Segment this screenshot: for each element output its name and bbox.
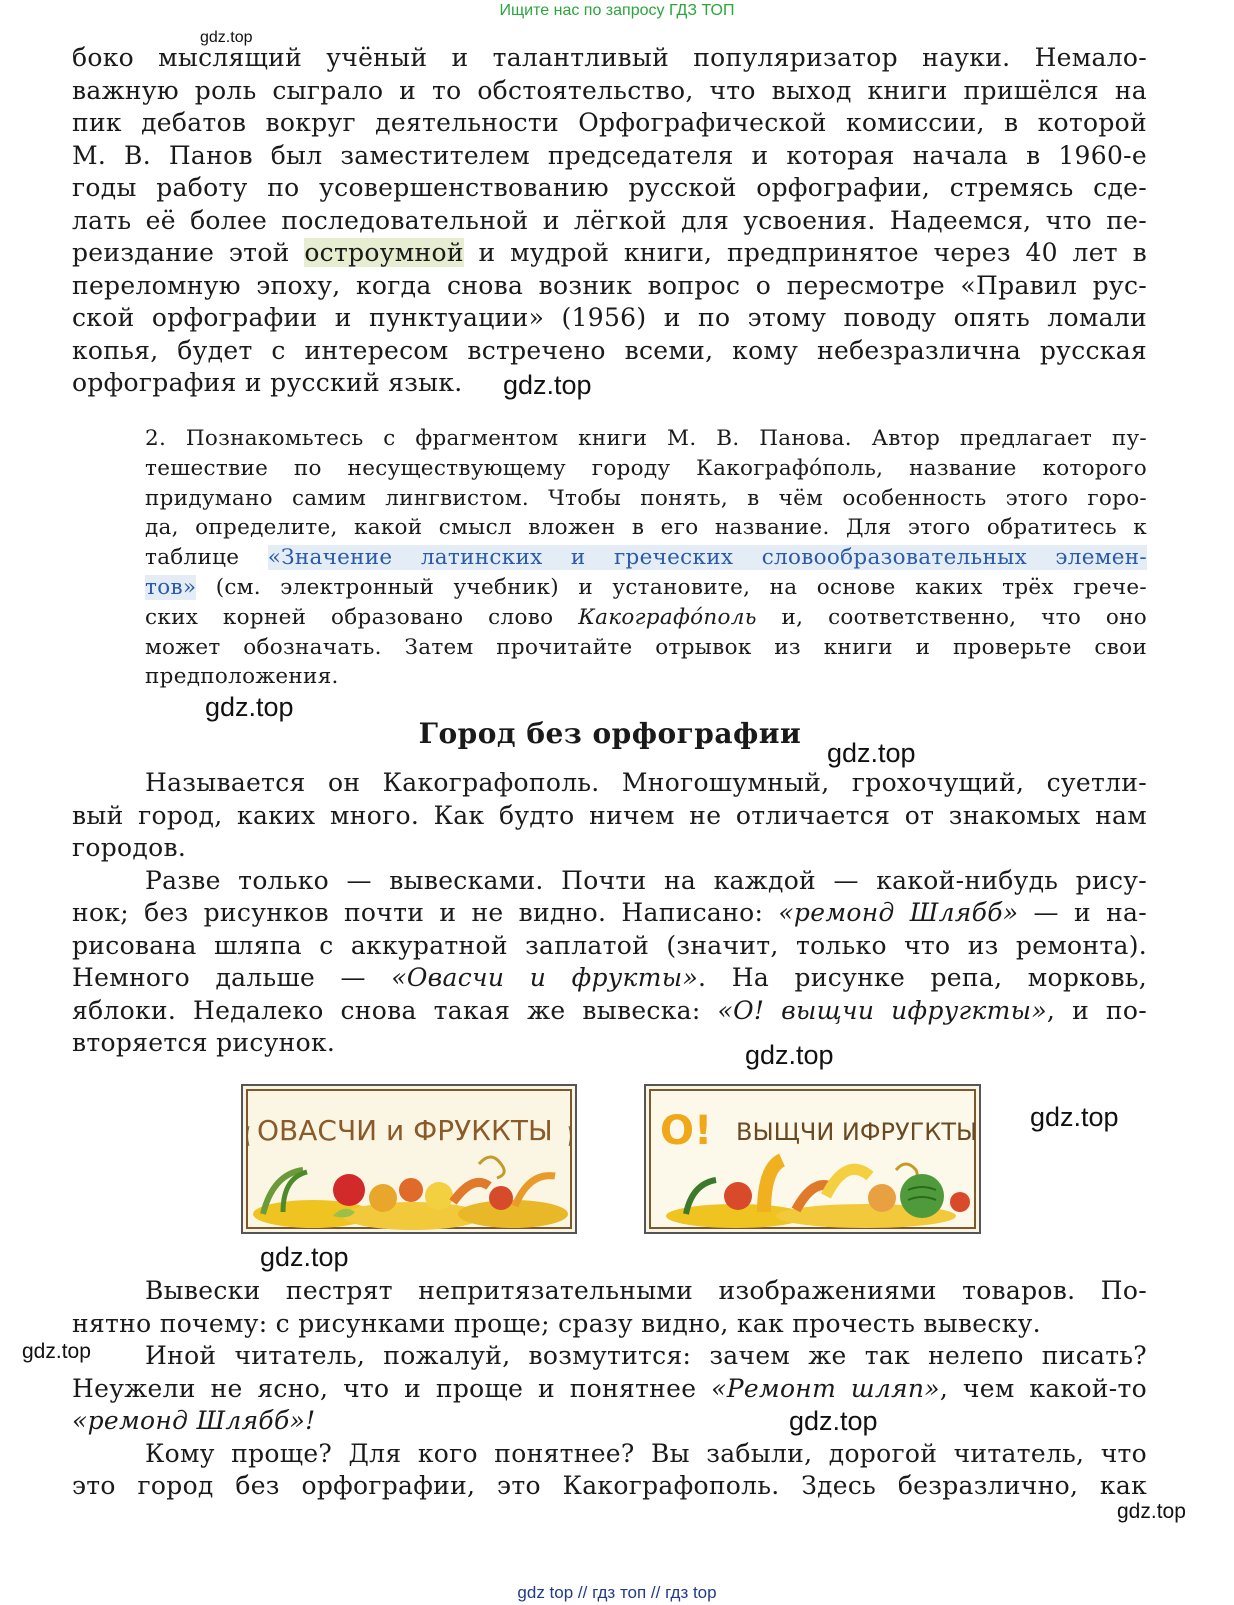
text-line: [72, 962, 1147, 995]
text-line: это город без орфографии, это Какографополь. Здесь безразлично, как: [72, 1471, 1147, 1500]
text-fragment: и, соответственно, что оно: [756, 604, 1148, 630]
text-line: [72, 237, 1147, 270]
sign-vegetables-fruits-variant: [644, 1084, 981, 1234]
text-fragment: . На рисунке репа, морковь,: [698, 963, 1147, 992]
sign-vegetables-fruits: [241, 1084, 577, 1234]
italic-word: Какографóполь: [578, 604, 757, 630]
table-link-continuation[interactable]: тов»: [145, 574, 197, 600]
text-fragment: , и по-: [1046, 995, 1147, 1025]
watermark: gdz.top: [22, 1340, 91, 1363]
text-line: Вывески пестрят непритязательными изображениями товаров. По-: [145, 1276, 1147, 1305]
text-line: лать её более последовательной и лёгкой для усвоения. Надеемся, что пе-: [72, 205, 1147, 235]
text-fragment: Немного дальше —: [72, 963, 392, 992]
text-line: вторяется рисунок.: [72, 1028, 336, 1057]
text-fragment: Неужели не ясно, что и проще и понятнее: [72, 1373, 712, 1403]
text-fragment: яблоки. Недалеко снова такая же вывеска:: [72, 995, 718, 1025]
watermark: gdz.top: [827, 738, 916, 768]
watermark: gdz.top: [1117, 1500, 1186, 1523]
italic-quote: «О! выщчи ифругкты»: [717, 995, 1047, 1025]
task-line: [145, 543, 1147, 573]
text-fragment: , чем какой-то: [939, 1373, 1147, 1403]
text-line: копья, будет с интересом встречено всеми, кому небезразлична русская: [72, 335, 1147, 365]
sign-illustration: [243, 1086, 575, 1232]
watermark: gdz.top: [260, 1242, 349, 1272]
italic-quote: «Ремонт шляп»: [711, 1373, 940, 1403]
task-line: [145, 573, 1147, 603]
text-fragment: нок; без рисунков почти и не видно. Написано:: [72, 898, 779, 927]
sign-illustration: [646, 1086, 979, 1232]
italic-quote: «ремонд Шлябб»!: [72, 1406, 316, 1435]
text-line: М. В. Панов был заместителем председателя и которая начала в 1960-е: [72, 140, 1147, 170]
text-fragment: — и на-: [1018, 898, 1147, 927]
highlighted-word[interactable]: остроумной: [304, 238, 464, 267]
text-line: [72, 995, 1147, 1028]
task-2: [145, 424, 1147, 692]
text-line: боко мыслящий учёный и талантливый популяризатор науки. Немало-: [72, 43, 1147, 72]
text-fragment: и мудрой книги, предпринятое через 40 лет в: [463, 238, 1147, 267]
text-line: Иной читатель, пожалуй, возмутится: зачем же так нелепо писать?: [145, 1341, 1147, 1370]
text-line: [72, 1405, 1147, 1438]
text-fragment: (см. электронный учебник) и установите, на основе каких трёх грече-: [196, 574, 1147, 600]
task-line: 2. Познакомьтесь с фрагментом книги М. В. Панова. Автор предлагает пу-: [145, 426, 1147, 451]
italic-quote: «Овасчи и фрукты»: [391, 963, 699, 992]
text-fragment: реиздание этой: [72, 238, 305, 267]
sign-right-exclamation: О!: [660, 1108, 713, 1154]
text-line: Называется он Какографополь. Многошумный, грохочущий, суетли-: [145, 768, 1147, 797]
watermark: gdz.top: [205, 692, 294, 722]
story-top: [72, 767, 1147, 1060]
watermark: gdz.top: [200, 29, 253, 46]
text-line: нятно почему: с рисунками проще; сразу видно, как прочесть вывеску.: [72, 1308, 1041, 1338]
task-line: предположения.: [145, 664, 339, 690]
story-bottom: [72, 1275, 1147, 1503]
table-link[interactable]: «Значение латинских и греческих словообразовательных элемен-: [267, 545, 1147, 571]
text-fragment: таблице: [145, 545, 268, 571]
text-line: вый город, каких много. Как будто ничем не отличается от знакомых нам: [72, 800, 1147, 830]
task-line: придумано самим лингвистом. Чтобы понять, в чём особенность этого горо-: [145, 485, 1147, 511]
task-line: [145, 603, 1147, 633]
task-line: да, определите, какой смысл вложен в его название. Для этого обратитесь к: [145, 515, 1147, 541]
sign-left-text: ОВАСЧИ и ФРУККТЫ: [257, 1114, 553, 1147]
text-fragment: ских корней образовано слово: [145, 604, 579, 630]
italic-quote: «ремонд Шлябб»: [778, 898, 1019, 927]
intro-paragraph: [72, 42, 1147, 400]
text-line: переломную эпоху, когда снова возник вопрос о пересмотре «Правил рус-: [72, 270, 1147, 300]
text-line: важную роль сыграло и то обстоятельство, что выход книги пришёлся на: [72, 75, 1147, 105]
task-line: может обозначать. Затем прочитайте отрывок из книги и проверьте свои: [145, 634, 1147, 660]
text-line: Разве только — вывесками. Почти на каждой — какой-нибудь рису-: [145, 865, 1147, 895]
watermark: gdz.top: [1030, 1102, 1119, 1132]
section-title: Город без орфографии: [418, 717, 802, 750]
text-line: ской орфографии и пунктуации» (1956) и по этому поводу опять ломали: [72, 303, 1147, 332]
top-banner[interactable]: Ищите нас по запросу ГДЗ ТОП: [499, 2, 735, 19]
text-line: [72, 1373, 1147, 1406]
watermark: gdz.top: [789, 1406, 878, 1436]
text-line: орфография и русский язык.: [72, 368, 463, 397]
text-line: [72, 897, 1147, 930]
footer-links[interactable]: gdz top // гдз топ // гдз top: [517, 1583, 717, 1602]
text-line: рисована шляпа с аккуратной заплатой (значит, только что из ремонта).: [72, 930, 1147, 960]
text-line: Кому проще? Для кого понятнее? Вы забыли, дорогой читатель, что: [145, 1438, 1147, 1468]
watermark: gdz.top: [745, 1040, 834, 1070]
sign-right-text: ВЫЩЧИ ИФРУГКТЫ: [736, 1118, 978, 1146]
text-line: городов.: [72, 833, 187, 862]
task-line: тешествие по несуществующему городу Какографóполь, название которого: [145, 455, 1147, 481]
text-line: годы работу по усовершенствованию русской орфографии, стремясь сде-: [72, 173, 1147, 202]
watermark: gdz.top: [503, 370, 592, 400]
text-line: пик дебатов вокруг деятельности Орфографической комиссии, в которой: [72, 108, 1147, 137]
